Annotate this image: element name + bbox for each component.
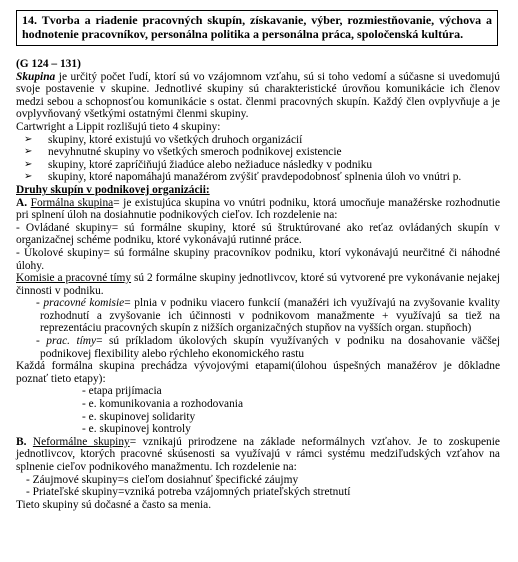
- list-item: ➢ skupiny, ktoré napomáhajú manažérom zvýšiť pravdepodobnosť splnenia úloh vo vnútri p.: [24, 171, 462, 184]
- informal-group-term: Neformálne skupiny: [32, 435, 130, 448]
- formal-group-paragraph: [16, 197, 500, 222]
- formal-group-term: Formálna skupina: [30, 196, 114, 209]
- list-item: ➢ skupiny, ktoré zapríčiňujú žiadúce alebo nežiaduce následky v podniku: [24, 158, 373, 171]
- arrow-bullet-icon: ➢: [24, 146, 33, 158]
- group-types-list: [16, 134, 500, 184]
- closing-line: Tieto skupiny sú dočasné a často sa menia.: [16, 498, 212, 511]
- komisie-term: Komisie a pracovné tímy: [16, 272, 132, 285]
- cartwright-line: Cartwright a Lippit rozlišujú tieto 4 skupiny:: [16, 120, 221, 133]
- list-item: - e. skupinovej solidarity: [82, 410, 196, 423]
- stages-list: [16, 385, 500, 435]
- arrow-bullet-icon: ➢: [24, 133, 33, 145]
- informal-types-list: [16, 474, 500, 499]
- komisie-paragraph: [16, 272, 500, 297]
- document-body: [16, 58, 500, 511]
- skupina-text: je určitý počet ľudí, ktorí sú vo vzájomnom vzťahu, sú si toho vedomí a súčasne si uvedomujú svoje postavenie v skupine. Jednotlivé skupiny sú charakteristické úrovňou komunikácie ich členov medzi sebou a schopnosťou komunikácie s ostat. členmi pracovných skupín. Každý člen ovplyvňuje a je ovplyvňovaný všetkými ostatnými členmi skupiny.: [16, 70, 500, 121]
- prac-timy-term: prac. tímy: [46, 335, 97, 348]
- list-item: ➢ skupiny, ktoré existujú vo všetkých druhoch organizácií: [24, 133, 303, 146]
- reference-line: (G 124 – 131): [16, 58, 81, 70]
- prac-timy-paragraph: - prac. tímy= sú príkladom úkolových skupín využívaných v podniku na dosahovanie väčšej podnikovej flexibility alebo rýchleho ekonomického rastu: [36, 335, 500, 360]
- formal-group-text: = je existujúca skupina vo vnútri podniku, ktorá umocňuje manažérske rozhodnutie pri splnení úloh na dosiahnutie podnikových cieľov. Ich rozdelenie na:: [16, 196, 500, 222]
- page-title: 14. Tvorba a riadenie pracovných skupín, získavanie, výber, rozmiestňovanie, výchova a hodnotenie pracovníkov, personálna politika a personálna práca, spoločenská kultúra.: [16, 10, 498, 46]
- list-item: - Priateľské skupiny=vzniká potreba vzájomných priateľských stretnutí: [26, 486, 351, 499]
- pracovne-komisie-paragraph: - pracovné komisie= plnia v podniku viacero funkcií (manažéri ich využívajú na zvyšovanie kvality rozhodnutí a zvyšovanie ich účinnosti v podnikovom manažmente + využívajú sa tiež na reprezentáciu pracovných skupín z nižších organizačných stupňov na vyšších organ. stupňoch): [36, 297, 500, 335]
- skupina-term: Skupina: [16, 70, 56, 83]
- list-item: ➢ nevyhnutné skupiny vo všetkých smeroch podnikovej existencie: [24, 146, 342, 159]
- list-item: - e. skupinovej kontroly: [82, 423, 191, 436]
- komisie-text: sú 2 formálne skupiny jednotlivcov, ktoré sú vytvorené pre vykonávanie nejakej činnosti v podniku.: [16, 272, 501, 297]
- informal-group-text: = vznikajú prirodzene na základe neformálnych vzťahov. Je to zoskupenie jednotlivcov, ktorých pracovné skúsenosti sa využívajú v rámci systému medziľudských vzťahov na splnenie cieľov podnikového manažmentu. Ich rozdelenie na:: [16, 435, 500, 473]
- section-letter-b: B.: [16, 435, 27, 448]
- list-item: - e. komunikovania a rozhodovania: [82, 398, 243, 411]
- pracovne-komisie-term: pracovné komisie: [43, 297, 125, 310]
- ukolove-paragraph: - Úkolové skupiny= sú formálne skupiny pracovníkov podniku, ktorí vykonávajú neurčitné či náhodné úlohy.: [16, 246, 500, 272]
- section-letter-a: A.: [16, 196, 28, 209]
- arrow-bullet-icon: ➢: [24, 171, 33, 183]
- skupina-definition: [16, 71, 500, 121]
- list-item: - etapa prijímacia: [82, 385, 162, 398]
- list-item: - Záujmové skupiny=s cieľom dosiahnuť špecifické záujmy: [26, 473, 299, 486]
- etapy-intro: Každá formálna skupina prechádza vývojovými etapami(úlohou úspešných manažérov je dôkladne poznať tieto etapy):: [16, 360, 500, 385]
- section-heading-druhy: Druhy skupín v podnikovej organizácii:: [16, 183, 210, 196]
- arrow-bullet-icon: ➢: [24, 158, 33, 170]
- informal-group-paragraph: [16, 436, 500, 474]
- ovladane-paragraph: - Ovládané skupiny= sú formálne skupiny, ktoré sú štruktúrované ako reťaz ovládaných skupín v organizačnej schéme podniku, ktoré vykonávajú rutinné práce.: [16, 221, 500, 247]
